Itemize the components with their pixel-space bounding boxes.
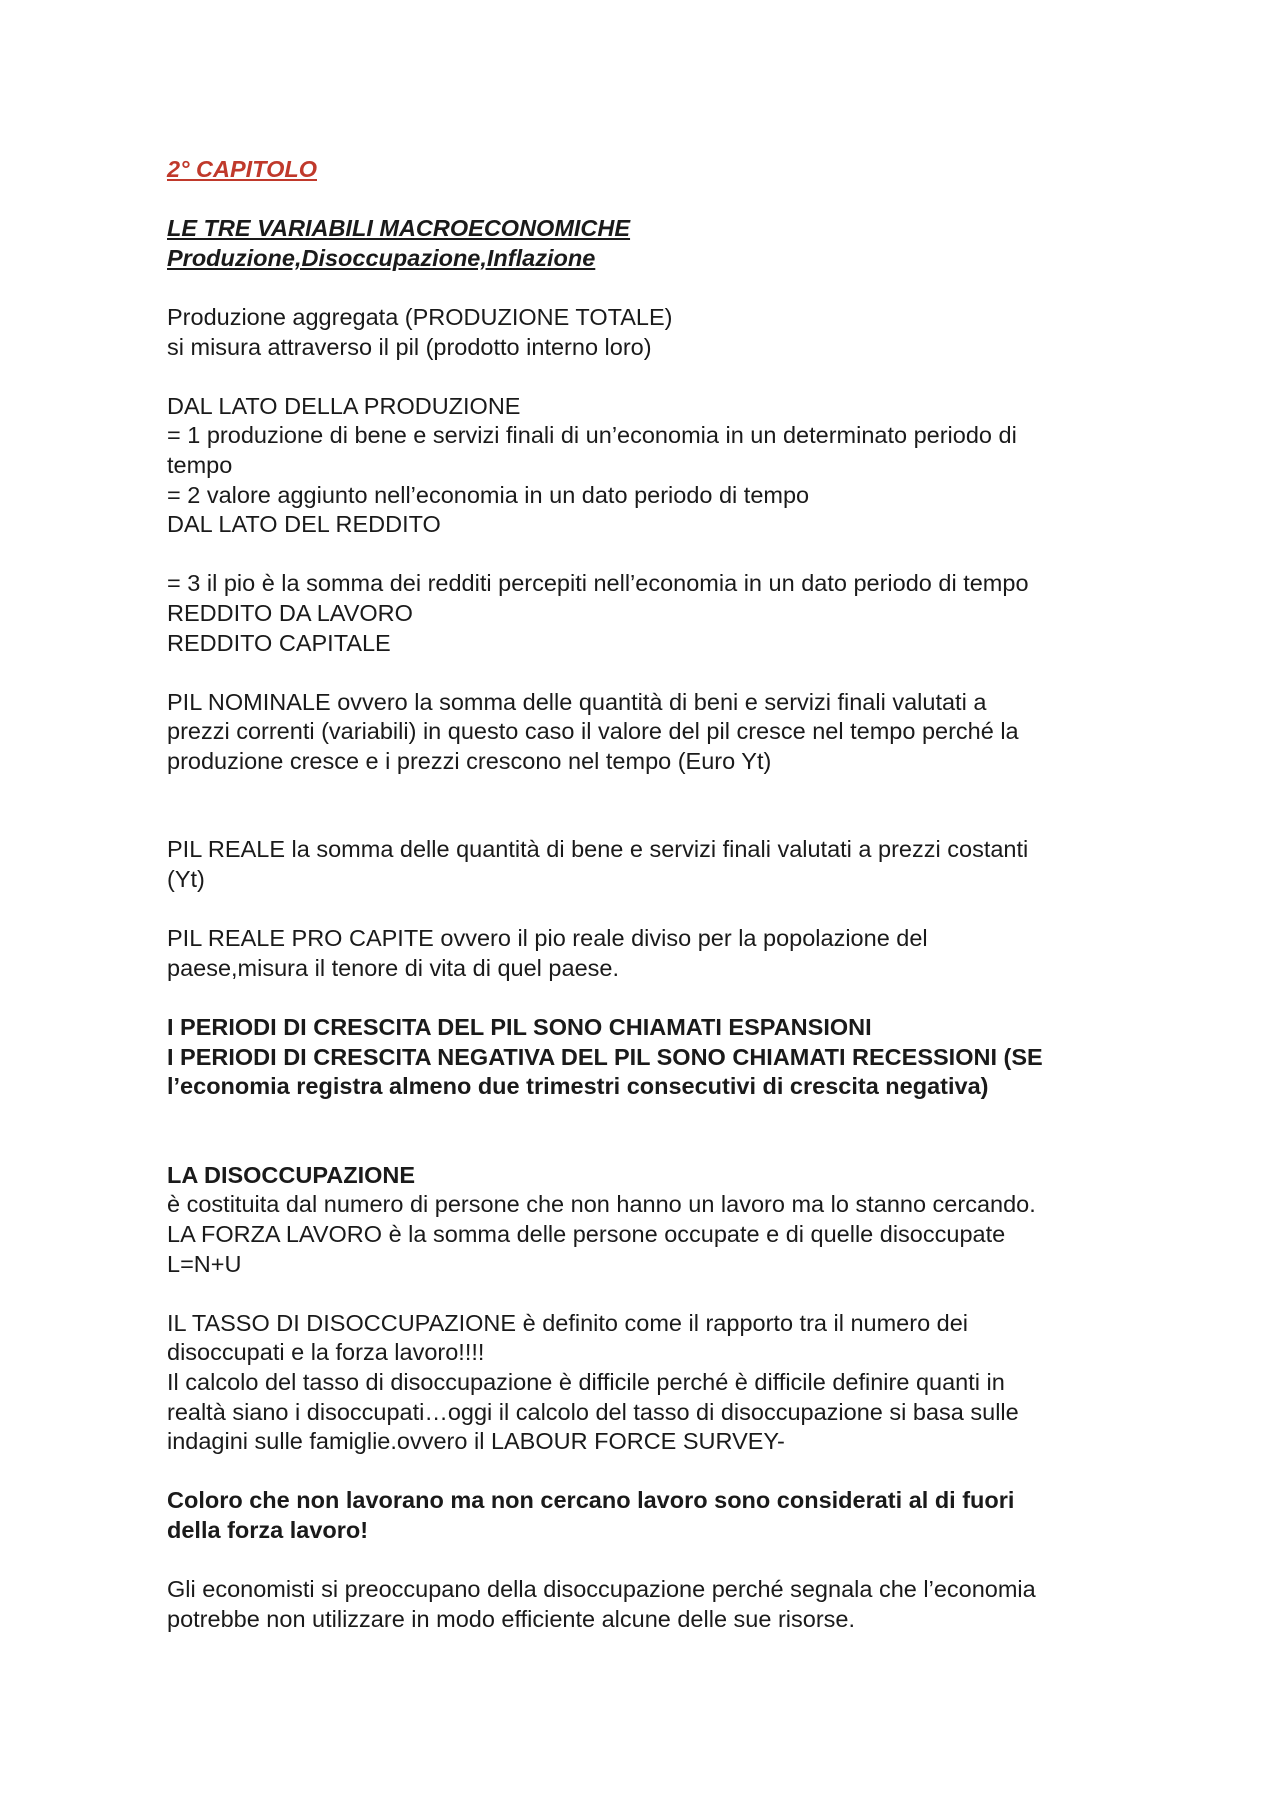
- text-line: = 2 valore aggiunto nell’economia in un dato periodo di tempo: [167, 481, 810, 508]
- text-line: si misura attraverso il pil (prodotto interno loro): [167, 333, 652, 360]
- text-line: produzione cresce e i prezzi crescono nel tempo (Euro Yt): [167, 747, 772, 774]
- section-heading: LE TRE VARIABILI MACROECONOMICHE: [167, 215, 631, 242]
- spacer: [167, 273, 1117, 303]
- bold-text-line: l’economia registra almeno due trimestri consecutivi di crescita negativa): [167, 1073, 989, 1100]
- text-line: IL TASSO DI DISOCCUPAZIONE è definito come il rapporto tra il numero dei: [167, 1309, 969, 1336]
- document-page: [167, 155, 1117, 1634]
- text-line: PIL REALE PRO CAPITE ovvero il pio reale diviso per la popolazione del: [167, 925, 928, 952]
- subsection-title: DAL LATO DEL REDDITO: [167, 511, 441, 538]
- spacer: [167, 1279, 1117, 1309]
- spacer: [167, 776, 1117, 835]
- spacer: [167, 983, 1117, 1013]
- spacer: [167, 1457, 1117, 1487]
- text-line: = 1 produzione di bene e servizi finali di un’economia in un determinato periodo di: [167, 422, 1017, 449]
- section-subheading: Produzione,Disoccupazione,Inflazione: [167, 244, 596, 271]
- text-line: disoccupati e la forza lavoro!!!!: [167, 1339, 485, 1366]
- chapter-title: 2° CAPITOLO: [167, 156, 317, 182]
- text-line: indagini sulle famiglie.ovvero il LABOUR FORCE SURVEY-: [167, 1428, 785, 1455]
- bold-text-line: I PERIODI DI CRESCITA NEGATIVA DEL PIL SONO CHIAMATI RECESSIONI (SE: [167, 1043, 1043, 1070]
- text-line: paese,misura il tenore di vita di quel paese.: [167, 954, 619, 981]
- text-line: Produzione aggregata (PRODUZIONE TOTALE): [167, 303, 673, 330]
- spacer: [167, 1102, 1117, 1161]
- text-line: potrebbe non utilizzare in modo efficiente alcune delle sue risorse.: [167, 1605, 856, 1632]
- spacer: [167, 1546, 1117, 1576]
- text-line: = 3 il pio è la somma dei redditi percepiti nell’economia in un dato periodo di tempo: [167, 570, 1029, 597]
- text-line: tempo: [167, 451, 233, 478]
- bold-text-line: Coloro che non lavorano ma non cercano lavoro sono considerati al di fuori: [167, 1487, 1015, 1514]
- text-line: è costituita dal numero di persone che non hanno un lavoro ma lo stanno cercando.: [167, 1191, 1036, 1218]
- text-line: prezzi correnti (variabili) in questo caso il valore del pil cresce nel tempo perché la: [167, 718, 1019, 745]
- text-line: (Yt): [167, 866, 205, 893]
- spacer: [167, 658, 1117, 688]
- formula: L=N+U: [167, 1250, 242, 1277]
- text-line: realtà siano i disoccupati…oggi il calcolo del tasso di disoccupazione si basa sulle: [167, 1398, 1019, 1425]
- spacer: [167, 362, 1117, 392]
- bold-text-line: I PERIODI DI CRESCITA DEL PIL SONO CHIAMATI ESPANSIONI: [167, 1014, 872, 1041]
- text-line: REDDITO CAPITALE: [167, 629, 391, 656]
- text-line: REDDITO DA LAVORO: [167, 599, 413, 626]
- spacer: [167, 540, 1117, 570]
- spacer: [167, 895, 1117, 925]
- text-line: PIL NOMINALE ovvero la somma delle quantità di beni e servizi finali valutati a: [167, 688, 987, 715]
- bold-text-line: della forza lavoro!: [167, 1516, 369, 1543]
- text-line: Il calcolo del tasso di disoccupazione è difficile perché è difficile definire quanti in: [167, 1368, 1005, 1395]
- spacer: [167, 185, 1117, 215]
- text-line: Gli economisti si preoccupano della disoccupazione perché segnala che l’economia: [167, 1576, 1036, 1603]
- subsection-title: LA DISOCCUPAZIONE: [167, 1161, 416, 1188]
- subsection-title: DAL LATO DELLA PRODUZIONE: [167, 392, 521, 419]
- text-line: PIL REALE la somma delle quantità di bene e servizi finali valutati a prezzi costanti: [167, 836, 1029, 863]
- text-line: LA FORZA LAVORO è la somma delle persone occupate e di quelle disoccupate: [167, 1221, 1006, 1247]
